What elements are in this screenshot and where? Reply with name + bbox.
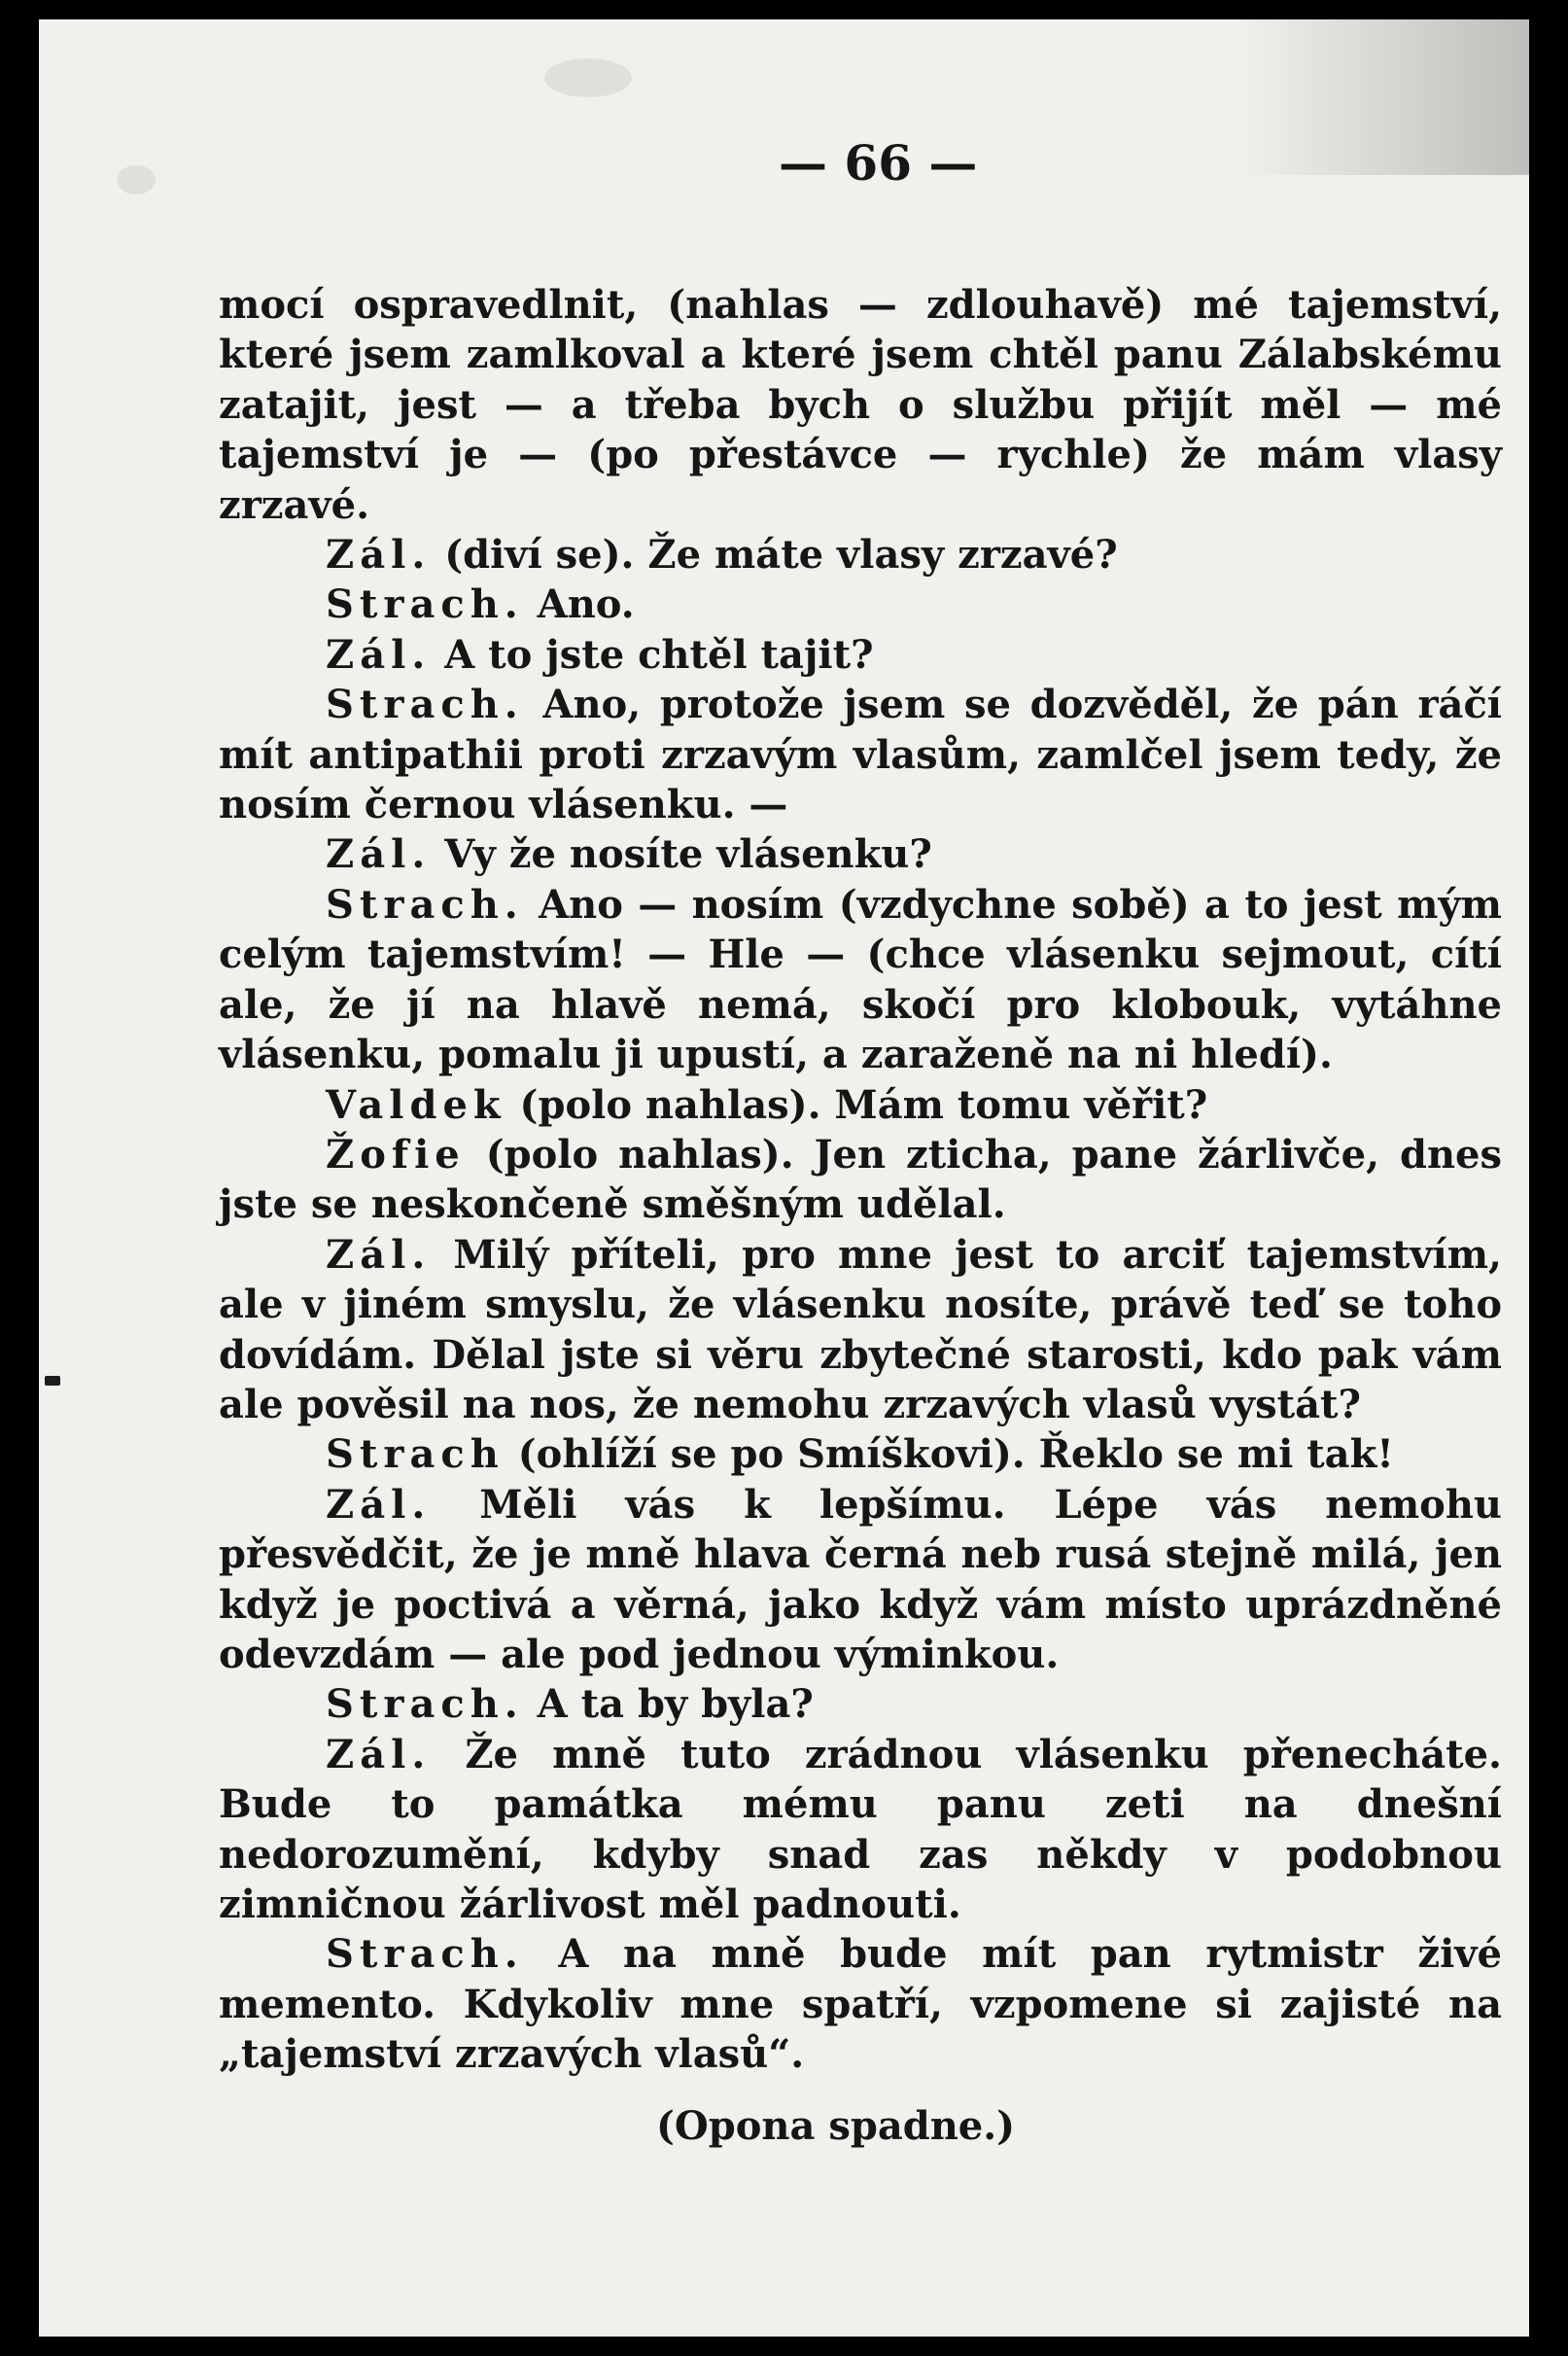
dialogue-paragraph <box>219 1429 1502 1479</box>
speaker-name: Strach. <box>326 581 524 628</box>
dialogue-text-line: Že mně tuto zrádnou vlásenku přenecháte. Bude to památka mému panu zeti na dnešní nedorozumění, kdyby snad zas někdy v podobnou zimničnou žárlivost měl padnouti. <box>219 1731 1502 1927</box>
dialogue-text-line: A ta by byla? <box>537 1681 814 1728</box>
speaker-name: Valdek <box>326 1081 506 1128</box>
dialogue-text-line: A to jste chtěl tajit? <box>444 631 874 678</box>
dialogue-paragraph <box>219 1929 1502 2079</box>
dialogue-text-line: (polo nahlas). Jen zticha, pane žárlivče, dnes jste se neskončeně směšným udělal. <box>219 1131 1502 1228</box>
dialogue-text-line: (ohlíží se po Smíškovi). Řeklo se mi tak! <box>517 1431 1394 1478</box>
speaker-name: Zál. <box>326 831 432 878</box>
dialogue-text-line: mocí ospravedlnit, (nahlas — zdlouhavě) mé tajemství, které jsem zamlkoval a které jsem chtěl panu Zálabskému zatajit, jest — a třeba bych o službu přijít měl — mé tajemství je — (po přestávce — rychle) že mám vlasy zrzavé. <box>219 282 1502 528</box>
stage-direction-curtain: (Opona spadne.) <box>656 2102 1016 2149</box>
margin-mark <box>45 1376 60 1386</box>
dialogue-text <box>219 280 1502 2151</box>
dialogue-paragraph <box>219 280 1502 530</box>
dialogue-text-line: Ano. <box>537 581 635 628</box>
speaker-name: Zál. <box>326 1231 432 1278</box>
dialogue-paragraph <box>219 1679 1502 1729</box>
speaker-name: Zál. <box>326 631 432 678</box>
speaker-name: Zál. <box>326 532 432 579</box>
paper-stain <box>117 165 156 194</box>
dialogue-text-line: Milý příteli, pro mne jest to arciť tajemstvím, ale v jiném smyslu, že vlásenku nosíte, právě teď se toho dovídám. Dělal jste si věru zbytečné starosti, kdo pak vám ale pověsil na nos, že nemohu zrzavých vlasů vystát? <box>219 1231 1502 1427</box>
dialogue-paragraph <box>219 1730 1502 1930</box>
dialogue-text-line: A na mně bude mít pan rytmistr živé memento. Kdykoliv mne spatří, vzpomene si zajisté na „tajemství zrzavých vlasů“. <box>219 1931 1502 2078</box>
dialogue-paragraph <box>219 1480 1502 1680</box>
dialogue-paragraph <box>219 1130 1502 1230</box>
speaker-name: Strach. <box>326 1681 524 1728</box>
paper-stain <box>544 58 632 97</box>
speaker-name: Strach. <box>326 682 524 728</box>
dialogue-text-line: Vy že nosíte vlásenku? <box>444 831 932 878</box>
speaker-name: Strach. <box>326 881 524 928</box>
page-number: — 66 — <box>779 134 978 192</box>
dialogue-paragraph <box>219 1080 1502 1130</box>
dialogue-text-line: (polo nahlas). Mám tomu věřit? <box>519 1081 1208 1128</box>
speaker-name: Zál. <box>326 1731 432 1777</box>
dialogue-paragraph <box>219 829 1502 879</box>
dialogue-paragraph <box>219 880 1502 1080</box>
dialogue-text-line: Ano, protože jsem se dozvěděl, že pán ráčí mít antipathii proti zrzavým vlasům, zamlčel jsem tedy, že nosím černou vlásenku. — <box>219 682 1502 828</box>
dialogue-text-line: Ano — nosím (vzdychne sobě) a to jest mým celým tajemstvím! — Hle — (chce vlásenku sejmout, cítí ale, že jí na hlavě nemá, skočí pro klobouk, vytáhne vlásenku, pomalu ji upustí, a zaraženě na ni hledí). <box>219 881 1502 1078</box>
dialogue-paragraph <box>219 630 1502 680</box>
dialogue-paragraph <box>219 530 1502 580</box>
speaker-name: Strach <box>326 1431 505 1478</box>
book-page <box>39 19 1529 2337</box>
speaker-name: Žofie <box>326 1131 466 1178</box>
dialogue-text-line: Měli vás k lepšímu. Lépe vás nemohu přesvědčit, že je mně hlava černá neb rusá stejně milá, jen když je poctivá a věrná, jako když vám místo uprázdněné odevzdám — ale pod jednou výminkou. <box>219 1481 1502 1677</box>
dialogue-paragraph <box>219 580 1502 629</box>
dialogue-paragraph <box>219 680 1502 829</box>
dialogue-paragraph <box>219 1230 1502 1430</box>
speaker-name: Strach. <box>326 1931 524 1978</box>
speaker-name: Zál. <box>326 1481 432 1528</box>
dialogue-text-line: (diví se). Že máte vlasy zrzavé? <box>444 532 1118 579</box>
